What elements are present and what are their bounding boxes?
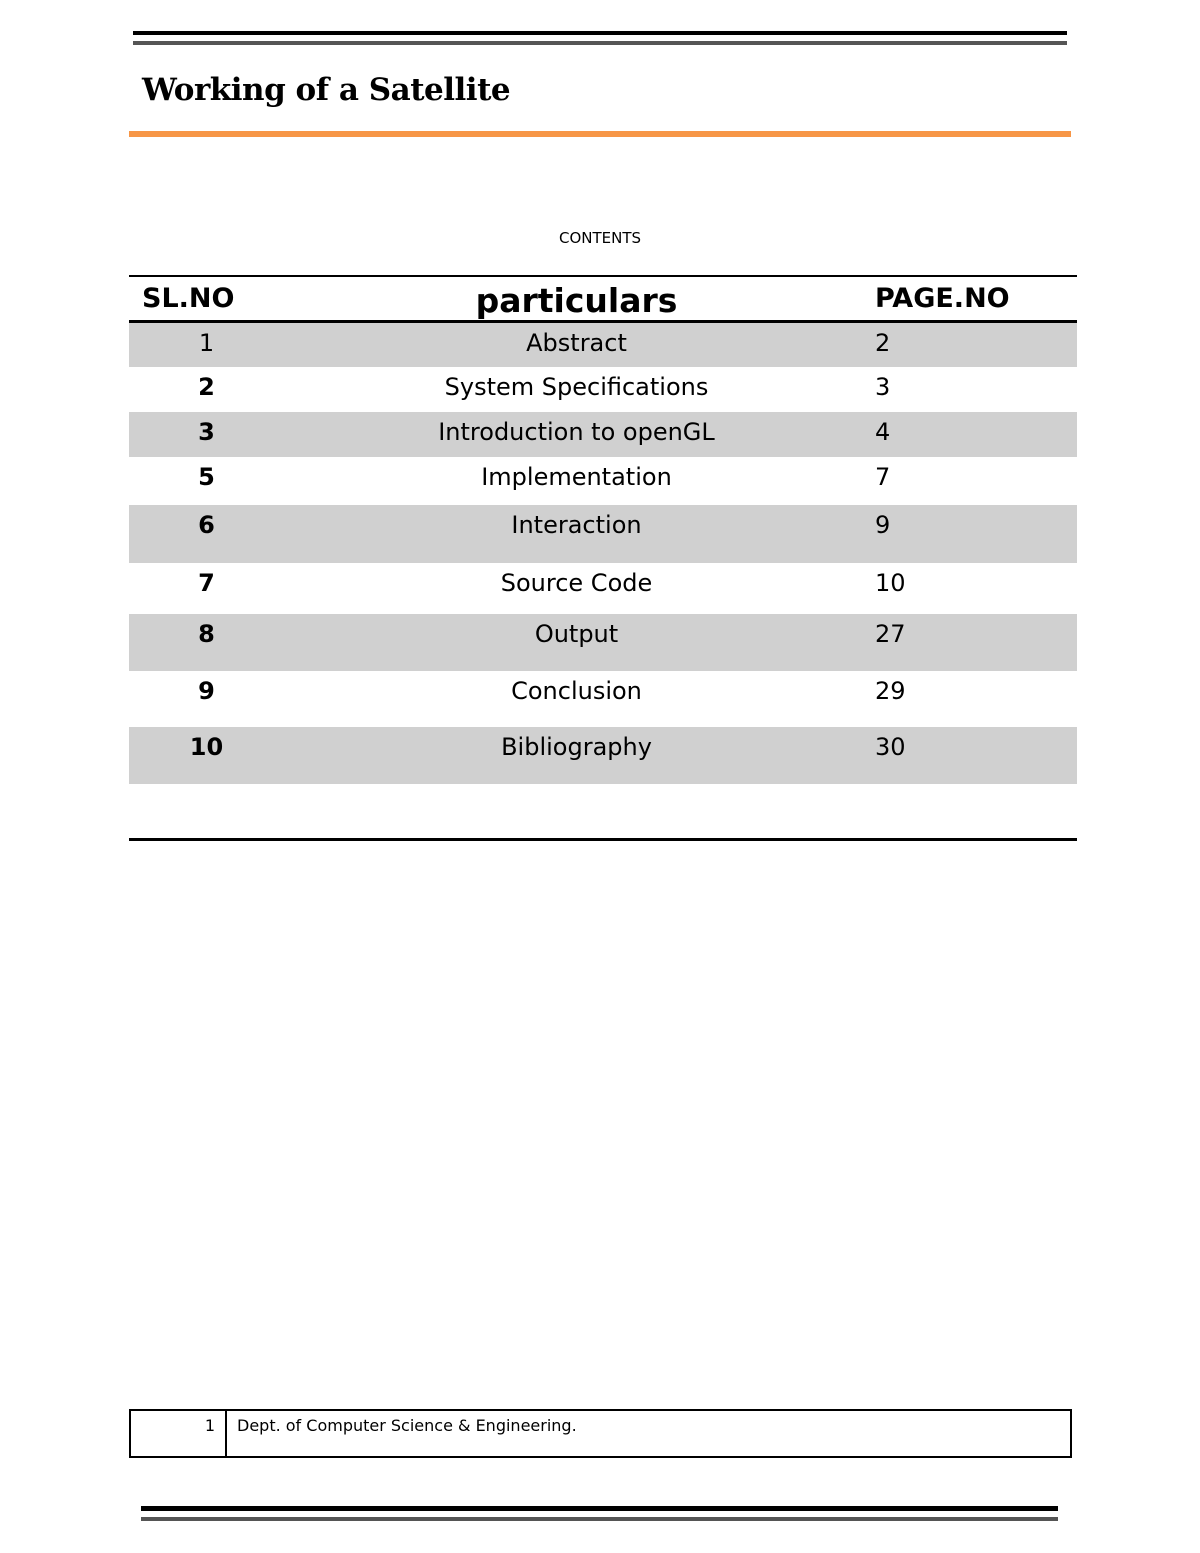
- row-page: 9: [869, 505, 1077, 563]
- row-page: 27: [869, 614, 1077, 671]
- column-header-pageno: PAGE.NO: [875, 283, 1010, 314]
- table-header-row: [129, 276, 1077, 322]
- table-row: [129, 727, 1077, 784]
- table-row: [129, 412, 1077, 457]
- title-underline-rule: [129, 131, 1071, 137]
- row-page: 2: [869, 322, 1077, 367]
- footer-rule-top: [141, 1506, 1058, 1511]
- header-rule-top: [133, 31, 1067, 35]
- row-particular: Source Code: [500, 568, 653, 597]
- row-particular: System Specifications: [444, 372, 709, 401]
- table-row: [129, 457, 1077, 505]
- table-row: [129, 614, 1077, 671]
- column-header-slno: SL.NO: [142, 283, 235, 314]
- row-particular: Introduction to openGL: [284, 412, 869, 457]
- contents-heading: CONTENTS: [558, 229, 642, 247]
- page-footer: [129, 1409, 1072, 1458]
- row-slno: 9: [198, 676, 215, 705]
- row-slno: 6: [129, 505, 284, 563]
- table-row: [129, 322, 1077, 367]
- table-of-contents: [129, 275, 1077, 784]
- row-slno: 10: [129, 727, 284, 784]
- table-row: [129, 367, 1077, 412]
- table-row: [129, 505, 1077, 563]
- row-page: 30: [869, 727, 1077, 784]
- row-page: 29: [875, 676, 906, 705]
- footer-department: Dept. of Computer Science & Engineering.: [237, 1416, 577, 1435]
- row-particular: Conclusion: [511, 676, 642, 705]
- row-page: 4: [869, 412, 1077, 457]
- row-slno: 1: [129, 322, 284, 367]
- row-page: 3: [875, 372, 891, 401]
- document-title: Working of a Satellite: [142, 72, 511, 108]
- row-page: 7: [875, 462, 891, 491]
- row-particular: Interaction: [284, 505, 869, 563]
- row-particular: Abstract: [284, 322, 869, 367]
- row-slno: 8: [129, 614, 284, 671]
- row-particular: Implementation: [481, 462, 672, 491]
- table-row: [129, 563, 1077, 614]
- row-slno: 2: [198, 372, 215, 401]
- row-slno: 3: [129, 412, 284, 457]
- footer-rule-second: [141, 1517, 1058, 1521]
- row-particular: Bibliography: [284, 727, 869, 784]
- row-slno: 7: [198, 568, 215, 597]
- row-slno: 5: [198, 462, 215, 491]
- row-page: 10: [875, 568, 906, 597]
- table-bottom-rule: [129, 838, 1077, 841]
- footer-page-number: 1: [131, 1411, 227, 1456]
- column-header-particulars: particulars: [475, 281, 678, 320]
- row-particular: Output: [284, 614, 869, 671]
- table-row: [129, 671, 1077, 727]
- header-rule-second: [133, 41, 1067, 45]
